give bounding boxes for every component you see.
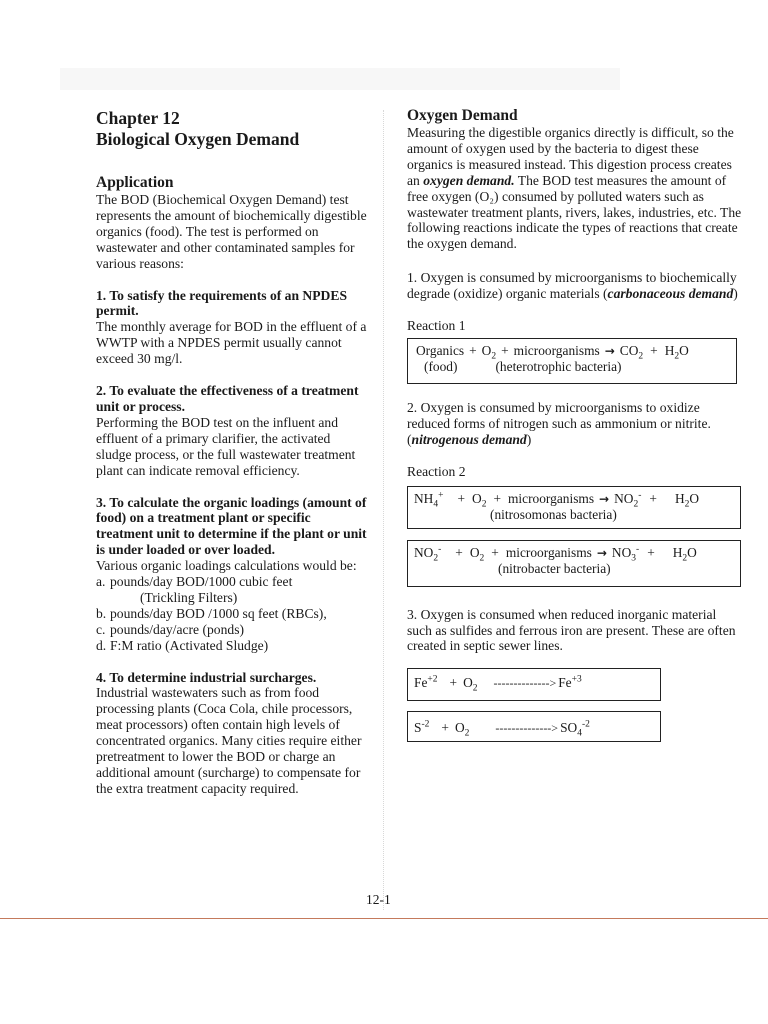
microorganisms-label: microorganisms: [508, 490, 595, 506]
reason-4-heading: 4. To determine industrial surcharges.: [96, 669, 317, 685]
loadings-list: [96, 574, 368, 654]
list-label: b.: [96, 605, 107, 621]
application-heading: Application: [96, 174, 174, 191]
paragraph-emphasis: nitrogenous demand: [411, 431, 527, 447]
reason-1-body: The monthly average for BOD in the effluent of a WWTP with a NPDES permit usually cannot exceed 30 mg/l.: [96, 319, 367, 367]
plus-sign: +: [449, 675, 458, 691]
list-text: (Trickling Filters): [140, 589, 238, 605]
plus-sign: +: [647, 544, 655, 560]
page-number: 12-1: [366, 892, 391, 907]
plus-sign: +: [501, 342, 509, 358]
microorganisms-label: microorganisms: [505, 544, 592, 560]
reaction-1-notes: [416, 359, 728, 375]
paragraph-text: 1. Oxygen is consumed by microorganisms to biochemically degrade (oxidize) organic materials (: [407, 270, 737, 302]
reason-2-body: Performing the BOD test on the influent and effluent of a primary clarifier, the activated sludge process, or the full wastewater treatment plant can indicate removal efficiency.: [96, 414, 356, 478]
list-label: d.: [96, 637, 107, 653]
plus-sign: +: [457, 490, 466, 506]
reason-3-body: Various organic loadings calculations would be:: [96, 558, 357, 574]
inorganic-paragraph: 3. Oxygen is consumed when reduced inorganic material such as sulfides and ferrous iron are present. These are often created in septic sewer lines.: [407, 606, 736, 654]
reaction-sulfide-box: [407, 711, 661, 742]
list-label: c.: [96, 621, 106, 637]
arrow-icon: →: [599, 491, 610, 506]
column-divider: [383, 110, 384, 910]
paragraph-text: 2. Oxygen is consumed by microorganisms to oxidize reduced forms of nitrogen such as ammonium or nitrite. (: [407, 399, 711, 447]
intro-text: The BOD test measures the amount of free oxygen (O₂) consumed by polluted waters such as wastewater treatment plants, rivers, lakes, industries, etc. The following reactions indicate the types of reactions that create the oxygen demand.: [407, 172, 742, 252]
list-text: F:M ratio (Activated Sludge): [110, 637, 269, 653]
product-ferric: $Fe^{+3}$: [558, 674, 582, 691]
chapter-title: Biological Oxygen Demand: [96, 129, 300, 149]
paragraph-emphasis: carbonaceous demand: [607, 286, 734, 302]
plus-sign: +: [491, 544, 499, 560]
list-text: pounds/day BOD /1000 sq feet (RBCs),: [110, 605, 327, 621]
reaction-1-box: [407, 338, 737, 384]
reactant-oxygen: $O_2$: [469, 544, 485, 564]
plus-sign: +: [441, 720, 449, 736]
reaction-iron-equation: [414, 674, 654, 694]
reaction-sulfide-equation: [414, 719, 654, 739]
bacteria-note: (heterotrophic bacteria): [495, 358, 622, 374]
bacteria-note: (nitrobacter bacteria): [498, 560, 611, 576]
list-item: [96, 638, 368, 654]
arrow-icon: -------------->: [493, 676, 557, 691]
reactant-oxygen: $O_2$: [481, 342, 497, 362]
reaction-2a-equation: [414, 490, 734, 510]
right-column: [407, 107, 742, 742]
microorganisms-label: microorganisms: [513, 342, 600, 358]
reactant-ferrous: $Fe^{+2}$: [414, 674, 438, 691]
product-co2: $CO_2$: [619, 342, 644, 362]
product-water: $H_2O$: [674, 490, 700, 510]
reactant-nitrite: $NO_2^-$: [414, 544, 442, 564]
reaction-2b-box: [407, 540, 741, 587]
reactant-oxygen: $O_2$: [454, 720, 470, 739]
product-water: $H_2O$: [664, 342, 689, 362]
paragraph-text: ): [733, 286, 738, 302]
arrow-icon: -------------->: [495, 721, 559, 736]
reason-3-heading: 3. To calculate the organic loadings (amount of food) on a treatment plant or specific treatment unit to determine if the plant or unit is under loaded or over loaded.: [96, 494, 367, 558]
plus-sign: +: [455, 544, 463, 560]
arrow-icon: →: [604, 343, 615, 358]
list-item: [96, 574, 368, 590]
list-label: [96, 590, 126, 606]
reaction-iron-box: [407, 668, 661, 701]
intro-emphasis: oxygen demand.: [423, 172, 515, 188]
footer-rule: [0, 918, 768, 919]
reactant-ammonium: $NH_4^+$: [414, 490, 444, 510]
reaction-2b-equation: [414, 544, 734, 564]
product-nitrate: $NO_3^-$: [611, 544, 640, 564]
list-text: pounds/day BOD/1000 cubic feet: [110, 574, 293, 590]
reaction-2-label: Reaction 2: [407, 463, 466, 479]
chapter-number: Chapter 12: [96, 108, 180, 128]
list-text: pounds/day/acre (ponds): [110, 621, 245, 637]
plus-sign: +: [649, 490, 657, 506]
reaction-2a-box: [407, 486, 741, 529]
nitrogenous-paragraph: [407, 400, 742, 448]
oxygen-demand-intro: [407, 125, 742, 252]
paragraph-text: ): [526, 431, 532, 447]
reactant-sulfide: $S^{-2}$: [414, 719, 430, 736]
product-sulfate: $SO_4^{-2}$: [560, 719, 590, 739]
carbonaceous-paragraph: [407, 270, 742, 302]
list-item: [96, 606, 368, 622]
scan-noise: [60, 68, 620, 90]
application-intro: The BOD (Biochemical Oxygen Demand) test represents the amount of biochemically digestible organics (food). The test is performed on wastewater and other contaminated samples for various reasons:: [96, 192, 367, 271]
bacteria-note: (nitrosomonas bacteria): [490, 506, 617, 522]
list-label: a.: [96, 574, 106, 590]
arrow-icon: →: [596, 545, 607, 560]
product-nitrite: $NO_2^-$: [614, 490, 642, 510]
reactant-oxygen: $O_2$: [463, 675, 478, 694]
plus-sign: +: [469, 342, 477, 358]
reason-1-heading: 1. To satisfy the requirements of an NPDES permit.: [96, 287, 347, 319]
reactant-oxygen: $O_2$: [472, 490, 487, 510]
plus-sign: +: [650, 342, 658, 358]
reactant-organics: Organics: [416, 342, 465, 358]
reason-2-heading: 2. To evaluate the effectiveness of a treatment unit or process.: [96, 383, 359, 414]
reaction-1-equation: [416, 342, 728, 362]
list-item: [96, 622, 368, 638]
product-water: $H_2O$: [672, 544, 697, 564]
oxygen-demand-heading: Oxygen Demand: [407, 107, 518, 124]
reaction-1-label: Reaction 1: [407, 318, 466, 334]
plus-sign: +: [493, 490, 501, 506]
intro-text: Measuring the digestible organics directly is difficult, so the amount of oxygen used by the bacteria to digest these organics is measured instead. This digestion process creates an: [407, 125, 734, 188]
left-column: [96, 108, 368, 797]
food-note: (food): [424, 358, 458, 374]
list-item: [96, 590, 368, 606]
reason-4-body: Industrial wastewaters such as from food processing plants (Coca Cola, chile processors, meat processors) often contain high levels of concentrated organics. Many cities require either pretreatment to lower the BOD or charge an additional amount (surcharge) to compensate for the extra treatment capacity required.: [96, 685, 362, 796]
